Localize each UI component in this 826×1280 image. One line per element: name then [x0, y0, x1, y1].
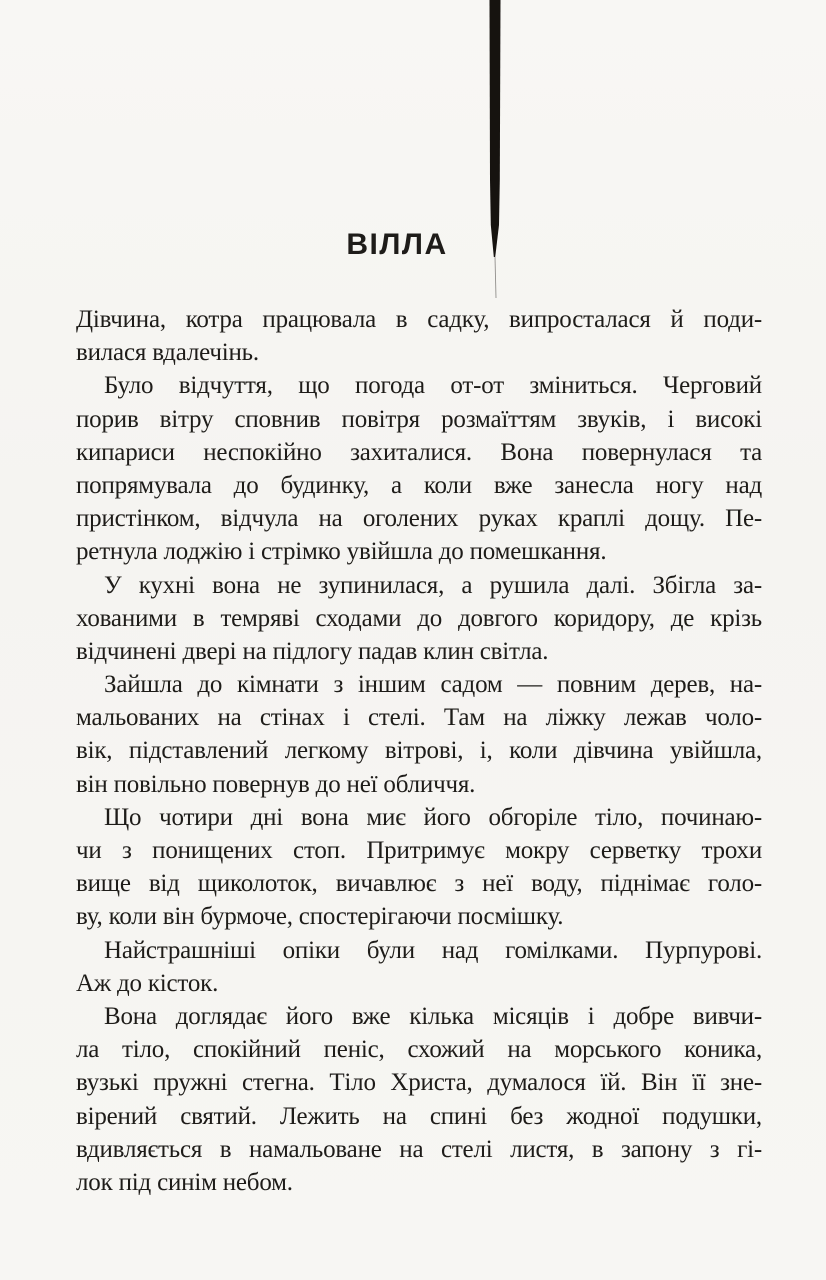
text-line: Аж до кісток. — [76, 969, 219, 997]
text-line: вдивляється в намальоване на стелі листя, в запону з гі- — [76, 1135, 762, 1163]
body-text — [76, 303, 762, 1199]
chapter-title: ВІЛЛА — [346, 228, 448, 261]
text-line: вище від щиколоток, вичавлює з неї воду, піднімає голо- — [76, 870, 762, 898]
text-line: попрямувала до будинку, а коли вже занесла ногу над — [76, 471, 762, 499]
text-line: Що чотири дні вона миє його обгоріле тіло, починаю- — [104, 803, 762, 831]
text-line: Було відчуття, що погода от-от зміниться. Черговий — [104, 372, 762, 400]
text-line: кипариси неспокійно захиталися. Вона повернулася та — [76, 438, 762, 466]
text-line: ла тіло, спокійний пеніс, схожий на морського коника, — [76, 1036, 762, 1064]
text-line: Дівчина, котра працювала в садку, випросталася й поди- — [76, 306, 762, 333]
text-line: вірений святий. Лежить на спині без жодної подушки, — [76, 1102, 762, 1130]
text-line: порив вітру сповнив повітря розмаїттям звуків, і високі — [76, 405, 762, 433]
text-line: Найстрашніші опіки були над гомілками. Пурпурові. — [104, 936, 762, 964]
text-line: пристінком, відчула на оголених руках краплі дощу. Пе- — [76, 505, 762, 533]
text-line: ву, коли він бурмоче, спостерігаючи посмішку. — [76, 903, 564, 931]
text-line: чи з понищених стоп. Притримує мокру серветку трохи — [76, 837, 762, 864]
text-line: він повільно повернув до неї обличчя. — [76, 770, 476, 798]
text-line: відчинені двері на підлогу падав клин світла. — [76, 637, 549, 665]
text-line: Вона доглядає його вже кілька місяців і добре вивчи- — [104, 1002, 762, 1030]
text-line: мальованих на стінах і стелі. Там на ліжку лежав чоло- — [76, 704, 762, 732]
text-line: вузькі пружні стегна. Тіло Христа, думалося їй. Він її зне- — [76, 1069, 762, 1097]
text-line: вік, підставлений легкому вітрові, і, коли дівчина увійшла, — [76, 737, 762, 765]
text-line: лок під синім небом. — [76, 1168, 293, 1196]
text-line: У кухні вона не зупинилася, а рушила далі. Збігла за- — [104, 571, 762, 599]
text-line: хованими в темряві сходами до довгого коридору, де крізь — [76, 604, 762, 632]
bookmark-ribbon-icon — [488, 0, 502, 310]
text-line: вилася вдалечінь. — [76, 339, 259, 367]
text-line: Зайшла до кімнати з іншим садом — повним дерев, на- — [104, 671, 762, 699]
text-line: ретнула лоджію і стрімко увійшла до помешкання. — [76, 538, 607, 566]
